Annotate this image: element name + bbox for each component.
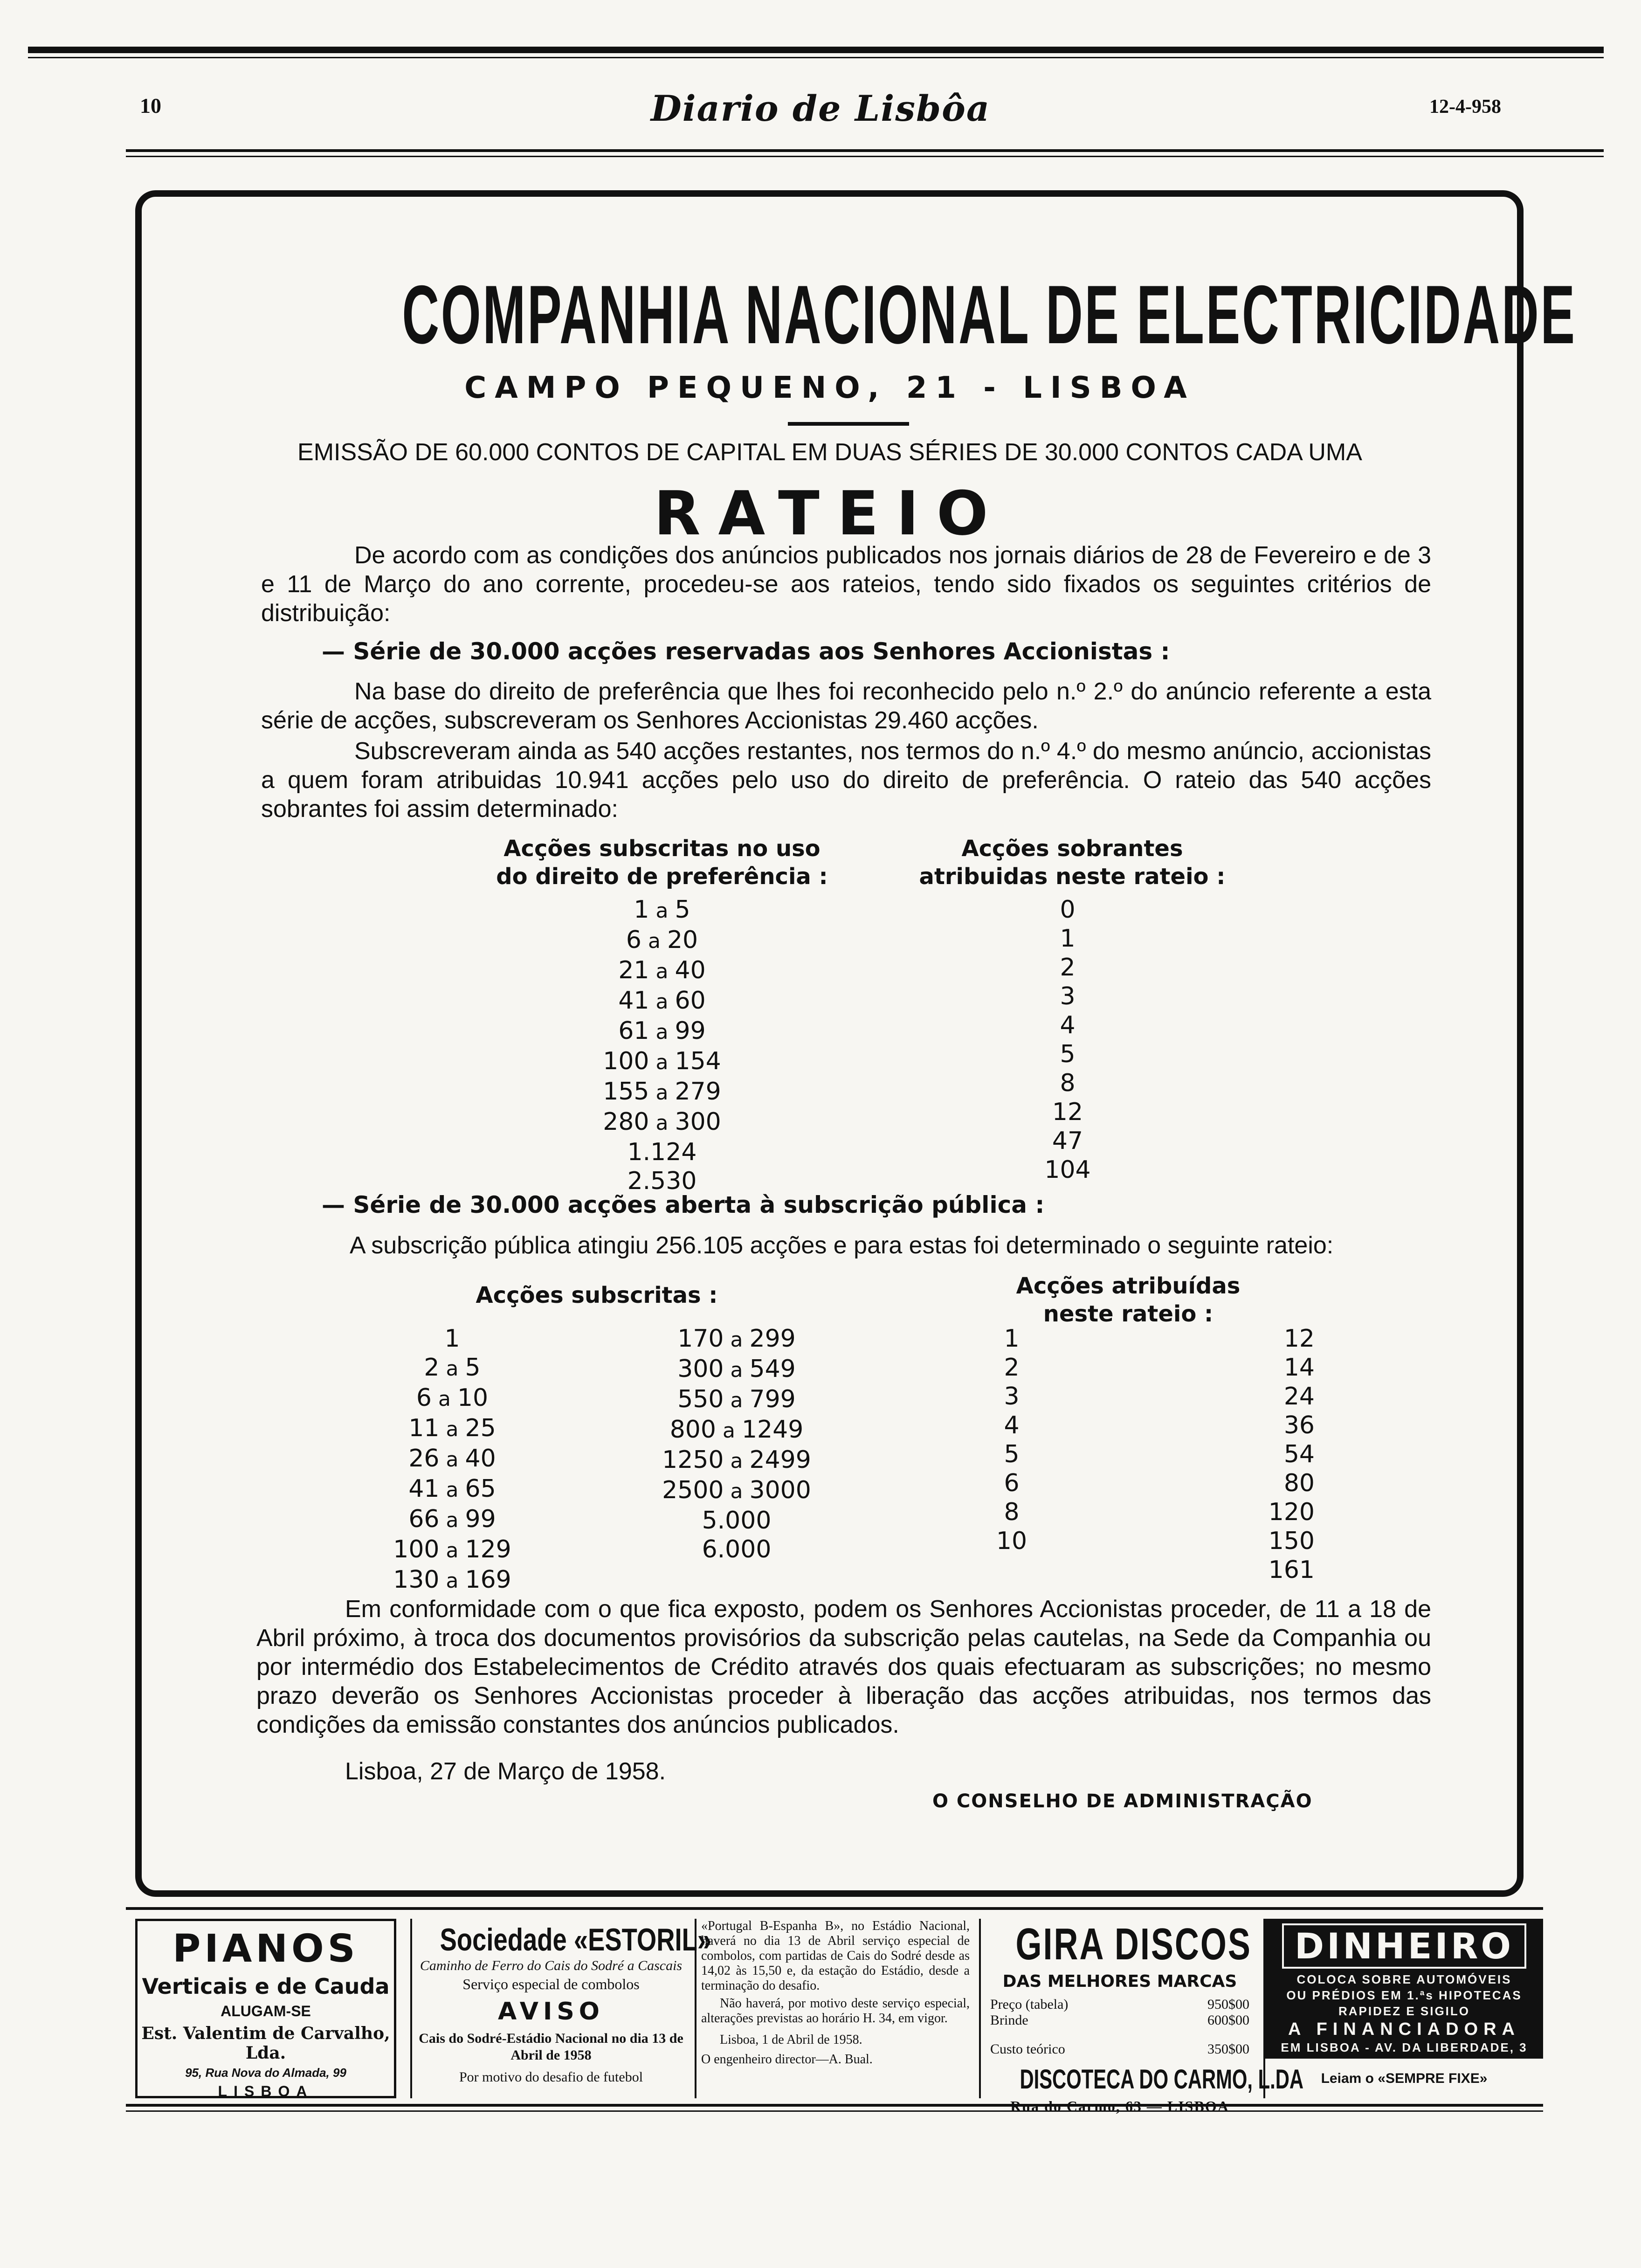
pianos-line3: ALUGAM-SE xyxy=(221,2003,311,2019)
range-separator: a xyxy=(730,1328,743,1352)
dinheiro-footer: Leiam o «SEMPRE FIXE» xyxy=(1321,2071,1488,2086)
range-end: 25 xyxy=(465,1414,496,1442)
serie2-mid-ranges xyxy=(643,1324,830,1564)
dinheiro-panel xyxy=(1265,1919,1543,2070)
serie2-left-value: 6 xyxy=(1004,1469,1020,1497)
range-start: 550 xyxy=(677,1385,724,1413)
range-separator: a xyxy=(655,1020,669,1044)
dinheiro-l3: RAPIDEZ E SIGILO xyxy=(1338,2004,1470,2018)
serie2-mid-range xyxy=(643,1385,830,1415)
range-separator: a xyxy=(730,1449,743,1473)
serie1-value: 4 xyxy=(1060,1011,1076,1039)
serie2-right-value: 161 xyxy=(1268,1556,1315,1584)
range-end: 299 xyxy=(749,1325,796,1353)
serie2-left-range xyxy=(373,1383,531,1414)
range-start: 100 xyxy=(603,1047,649,1075)
ad-gira-discos xyxy=(979,1919,1304,2115)
serie1-value: 5 xyxy=(1060,1040,1076,1068)
range-separator: a xyxy=(655,899,669,923)
estoril-aviso: AVISO xyxy=(498,1998,604,2026)
range-single: 1 xyxy=(444,1325,460,1353)
signature: O CONSELHO DE ADMINISTRAÇÃO xyxy=(932,1791,1313,1812)
serie1-value: 104 xyxy=(1044,1156,1091,1184)
serie1-range-row xyxy=(559,956,765,986)
range-separator: a xyxy=(730,1358,743,1382)
serie1-value: 8 xyxy=(1060,1069,1076,1097)
serie2-title: — Série de 30.000 acções aberta à subscrição pública : xyxy=(322,1191,1045,1218)
pianos-line6: LISBOA xyxy=(218,2083,314,2100)
dinheiro-title: DINHEIRO xyxy=(1282,1923,1526,1969)
range-start: 6 xyxy=(416,1384,432,1412)
range-start: 26 xyxy=(408,1445,440,1473)
range-separator: a xyxy=(730,1389,743,1412)
range-start: 2500 xyxy=(662,1476,724,1504)
company-address: CAMPO PEQUENO, 21 - LISBOA xyxy=(464,371,1195,405)
serie2-left-ranges xyxy=(373,1324,531,1596)
ad-pianos xyxy=(135,1919,396,2098)
serie2-left-value: 8 xyxy=(1004,1498,1020,1526)
range-start: 300 xyxy=(677,1355,724,1383)
estoril-cont-p1: «Portugal B-Espanha B», no Estádio Nacional, haverá no dia 13 de Abril serviço especial de combolos, com partidas de Cais do Sodré desde as 14,02 às 15,50 e, da estação do Estádio, desde a terminação do desafio. xyxy=(701,1919,970,1993)
range-start: 1250 xyxy=(662,1446,724,1474)
serie2-col2-header: Acções atribuídas neste rateio : xyxy=(1016,1273,1241,1327)
serie2-right-value: 150 xyxy=(1268,1527,1315,1555)
serie1-value: 12 xyxy=(1052,1098,1083,1126)
serie1-value: 3 xyxy=(1060,982,1076,1010)
top-rule xyxy=(28,47,1604,53)
pianos-line5: 95, Rua Nova do Almada, 99 xyxy=(185,2066,346,2080)
issue-date: 12-4-958 xyxy=(1429,96,1501,118)
range-separator: a xyxy=(655,1081,669,1105)
range-start: 170 xyxy=(677,1325,724,1353)
ads-bottom-rule-thin xyxy=(126,2110,1543,2112)
serie2-left-range xyxy=(373,1353,531,1383)
range-end: 20 xyxy=(667,926,698,954)
serie2-col1-header: Acções subscritas : xyxy=(476,1282,718,1308)
serie1-range-row xyxy=(559,1047,765,1077)
serie1-range-row xyxy=(559,1107,765,1138)
serie2-left-value: 1 xyxy=(1004,1325,1020,1353)
range-start: 800 xyxy=(669,1416,716,1444)
ad-dinheiro xyxy=(1263,1919,1543,2098)
title-separator xyxy=(788,422,909,426)
gira-subtitle: DAS MELHORES MARCAS xyxy=(1002,1972,1237,1991)
gira-preco-label: Preço (tabela) xyxy=(990,1997,1069,2012)
serie1-ranges-column xyxy=(559,895,765,1196)
dinheiro-l5: EM LISBOA - AV. DA LIBERDADE, 3 xyxy=(1281,2040,1528,2054)
range-separator: a xyxy=(655,960,669,983)
serie1-col2-header: Acções sobrantes atribuidas neste rateio : xyxy=(919,836,1226,890)
gira-brinde-value: 600$00 xyxy=(1207,2012,1249,2028)
serie1-value: 0 xyxy=(1060,896,1076,924)
estoril-line6: Por motivo do desafio de futebol xyxy=(459,2069,643,2085)
estoril-cont-p2: Não haverá, por motivo deste serviço especial, alterações previstas ao horário H. 34, em vigor. xyxy=(701,1996,970,2026)
range-end: 3000 xyxy=(749,1476,811,1504)
serie2-left-range xyxy=(373,1444,531,1474)
serie1-range-row xyxy=(559,1138,765,1167)
gira-custo-label: Custo teórico xyxy=(990,2041,1065,2057)
serie1-range-row xyxy=(559,1077,765,1107)
range-end: 549 xyxy=(749,1355,796,1383)
serie2-right-value: 36 xyxy=(1283,1411,1315,1439)
gira-title: GIRA DISCOS xyxy=(1015,1919,1252,1969)
range-separator: a xyxy=(446,1448,459,1472)
serie2-mid-range xyxy=(643,1355,830,1385)
serie2-left-range xyxy=(373,1505,531,1535)
serie2-left-value: 3 xyxy=(1004,1383,1020,1411)
range-start: 66 xyxy=(408,1505,440,1533)
range-separator: a xyxy=(446,1539,459,1563)
serie2-right-value: 80 xyxy=(1283,1469,1315,1497)
serie2-mid-range xyxy=(643,1324,830,1355)
gira-shop: DISCOTECA DO CARMO, L.DA xyxy=(1020,2064,1304,2095)
pianos-title: PIANOS xyxy=(172,1927,359,1971)
serie2-left-value: 4 xyxy=(1004,1411,1020,1439)
range-start: 100 xyxy=(393,1535,440,1563)
estoril-title: Sociedade «ESTORIL» xyxy=(440,1922,712,1957)
serie1-values-column xyxy=(1002,895,1133,1184)
range-single: 1.124 xyxy=(627,1138,697,1166)
newspaper-title: Diario de Lisbôa xyxy=(650,88,991,129)
range-separator: a xyxy=(655,1051,669,1074)
range-separator: a xyxy=(446,1357,459,1381)
range-start: 21 xyxy=(618,956,649,984)
range-single: 5.000 xyxy=(702,1507,772,1535)
range-end: 279 xyxy=(675,1078,721,1106)
serie1-p1-text: Na base do direito de preferência que lhes foi reconhecido pelo n.º 2.º do anúncio referente a esta série de acções, subscreveram os Senhores Accionistas 29.460 acções. xyxy=(261,678,1431,734)
range-separator: a xyxy=(655,1111,669,1135)
serie1-p2-text: Subscreveram ainda as 540 acções restantes, nos termos do n.º 4.º do mesmo anúncio, accionistas a quem foram atribuidas 10.941 acções pelo uso do direito de preferência. O rateio das 540 acções sobrantes foi assim determinado: xyxy=(261,738,1431,823)
range-start: 1 xyxy=(634,896,649,924)
serie2-right-values xyxy=(1221,1324,1315,1584)
intro-paragraph xyxy=(261,541,1431,628)
range-separator: a xyxy=(722,1419,735,1443)
range-start: 11 xyxy=(408,1414,440,1442)
gira-brinde-label: Brinde xyxy=(990,2012,1028,2028)
serie2-paragraph xyxy=(350,1231,1441,1260)
page-number: 10 xyxy=(140,94,161,118)
serie2-left-range xyxy=(373,1324,531,1353)
range-start: 280 xyxy=(603,1108,649,1136)
estoril-cont-p3: Lisboa, 1 de Abril de 1958. xyxy=(720,2033,862,2047)
serie1-range-row xyxy=(559,986,765,1016)
range-end: 40 xyxy=(675,956,706,984)
range-start: 41 xyxy=(618,987,649,1015)
serie1-paragraph-2 xyxy=(261,737,1431,823)
range-end: 65 xyxy=(465,1475,496,1503)
range-end: 1249 xyxy=(741,1416,804,1444)
dinheiro-l6: NO PORTO - P. DA LIBERDADE, 12 xyxy=(1283,2056,1525,2070)
serie2-left-range xyxy=(373,1474,531,1505)
serie1-value: 2 xyxy=(1060,954,1076,982)
serie1-range-row xyxy=(559,895,765,926)
range-start: 6 xyxy=(626,926,641,954)
range-end: 60 xyxy=(675,987,706,1015)
header-rule xyxy=(126,149,1604,152)
serie1-title: — Série de 30.000 acções reservadas aos Senhores Accionistas : xyxy=(322,638,1170,665)
serie2-left-range xyxy=(373,1565,531,1596)
serie2-right-value: 54 xyxy=(1283,1440,1315,1468)
range-start: 2 xyxy=(424,1354,440,1382)
range-separator: a xyxy=(648,929,661,953)
range-separator: a xyxy=(446,1508,459,1532)
company-name: COMPANHIA NACIONAL DE ELECTRICIDADE xyxy=(402,268,1577,361)
serie2-mid-range xyxy=(643,1476,830,1506)
range-end: 169 xyxy=(465,1566,511,1594)
ads-top-rule xyxy=(126,1907,1543,1910)
serie1-col1-header: Acções subscritas no uso do direito de preferência : xyxy=(496,836,828,890)
range-separator: a xyxy=(446,1478,459,1502)
serie2-mid-range xyxy=(643,1535,830,1564)
gira-preco-row xyxy=(981,1997,1259,2012)
place-date: Lisboa, 27 de Março de 1958. xyxy=(345,1758,666,1785)
range-end: 5 xyxy=(675,896,690,924)
range-end: 40 xyxy=(465,1445,496,1473)
gira-street: Rua do Carmo, 63 — LISBOA xyxy=(1010,2098,1229,2115)
ads-bottom-rule xyxy=(126,2104,1543,2107)
dinheiro-l1: COLOCA SOBRE AUTOMÓVEIS xyxy=(1296,1972,1512,1986)
range-single: 6.000 xyxy=(702,1535,772,1563)
serie2-left-value: 2 xyxy=(1004,1354,1020,1382)
emission-line: EMISSÃO DE 60.000 CONTOS DE CAPITAL EM DUAS SÉRIES DE 30.000 CONTOS CADA UMA xyxy=(297,439,1362,466)
ad-estoril-text xyxy=(695,1919,974,2098)
serie2-mid-range xyxy=(643,1445,830,1476)
serie2-right-value: 14 xyxy=(1283,1354,1315,1382)
serie2-p1-text: A subscrição pública atingiu 256.105 acções e para estas foi determinado o seguinte rateio: xyxy=(350,1232,1334,1259)
top-rule-thin xyxy=(28,57,1604,58)
range-end: 154 xyxy=(675,1047,721,1075)
serie2-right-value: 120 xyxy=(1268,1498,1315,1526)
header-rule-thin xyxy=(126,156,1604,157)
range-start: 61 xyxy=(618,1017,649,1045)
range-end: 10 xyxy=(457,1384,489,1412)
serie1-paragraph-1 xyxy=(261,677,1431,735)
range-end: 99 xyxy=(675,1017,706,1045)
dinheiro-l4: A FINANCIADORA xyxy=(1288,2019,1520,2039)
pianos-line4: Est. Valentim de Carvalho, Lda. xyxy=(141,2024,390,2063)
range-start: 130 xyxy=(393,1566,440,1594)
rateio-heading: RATEIO xyxy=(654,478,1006,549)
estoril-line3: Serviço especial de combolos xyxy=(462,1976,640,1992)
range-separator: a xyxy=(655,990,669,1014)
serie1-range-row xyxy=(559,926,765,956)
serie2-left-values xyxy=(979,1324,1044,1556)
serie2-mid-range xyxy=(643,1506,830,1535)
serie2-left-range xyxy=(373,1414,531,1444)
range-end: 300 xyxy=(675,1108,721,1136)
range-separator: a xyxy=(438,1387,451,1411)
serie2-left-value: 5 xyxy=(1004,1440,1020,1468)
ad-estoril xyxy=(410,1919,712,2098)
range-end: 799 xyxy=(749,1385,796,1413)
pianos-line2: Verticais e de Cauda xyxy=(142,1974,390,1999)
serie1-value: 47 xyxy=(1052,1127,1083,1155)
estoril-cont-p4: O engenheiro director—A. Bual. xyxy=(701,2052,873,2067)
gira-preco-value: 950$00 xyxy=(1207,1997,1249,2012)
closing-paragraph xyxy=(256,1595,1431,1739)
gira-custo-value: 350$00 xyxy=(1207,2041,1249,2057)
range-separator: a xyxy=(446,1569,459,1593)
serie2-left-value: 10 xyxy=(996,1527,1027,1555)
serie2-left-range xyxy=(373,1535,531,1565)
gira-brinde-row xyxy=(981,2012,1259,2028)
closing-text: Em conformidade com o que fica exposto, podem os Senhores Accionistas proceder, de 11 a 18 de Abril próximo, à troca dos documentos provisórios da subscrição pelas cautelas, na Sede da Companhia ou por intermédio dos Estabelecimentos de Crédito através dos quais efectuaram as subscrições; no mesmo prazo deverão os Senhores Accionistas proceder à liberação das acções atribuidas, nos termos das condições da emissão constantes dos anúncios publicados. xyxy=(256,1596,1431,1738)
dinheiro-l2: OU PRÉDIOS EM 1.ªs HIPOTECAS xyxy=(1286,1988,1522,2002)
range-end: 129 xyxy=(465,1535,511,1563)
estoril-line5: Cais do Sodré-Estádio Nacional no dia 13 de Abril de 1958 xyxy=(419,2031,683,2063)
serie2-right-value: 24 xyxy=(1283,1383,1315,1411)
estoril-line2: Caminho de Ferro do Cais do Sodré a Cascais xyxy=(420,1958,683,1973)
range-start: 41 xyxy=(408,1475,440,1503)
serie1-range-row xyxy=(559,1016,765,1047)
range-end: 2499 xyxy=(749,1446,811,1474)
intro-text: De acordo com as condições dos anúncios publicados nos jornais diários de 28 de Fevereiro e de 3 e 11 de Março do ano corrente, procedeu-se aos rateios, tendo sido fixados os seguintes critérios de distribuição: xyxy=(261,542,1431,627)
range-separator: a xyxy=(446,1418,459,1441)
serie1-value: 1 xyxy=(1060,925,1076,953)
gira-custo-row xyxy=(981,2041,1259,2057)
serie2-right-value: 12 xyxy=(1283,1325,1315,1353)
range-separator: a xyxy=(730,1480,743,1503)
range-end: 5 xyxy=(465,1354,481,1382)
range-single: 2.530 xyxy=(627,1167,697,1195)
range-end: 99 xyxy=(465,1505,496,1533)
serie2-mid-range xyxy=(643,1415,830,1445)
range-start: 155 xyxy=(603,1078,649,1106)
